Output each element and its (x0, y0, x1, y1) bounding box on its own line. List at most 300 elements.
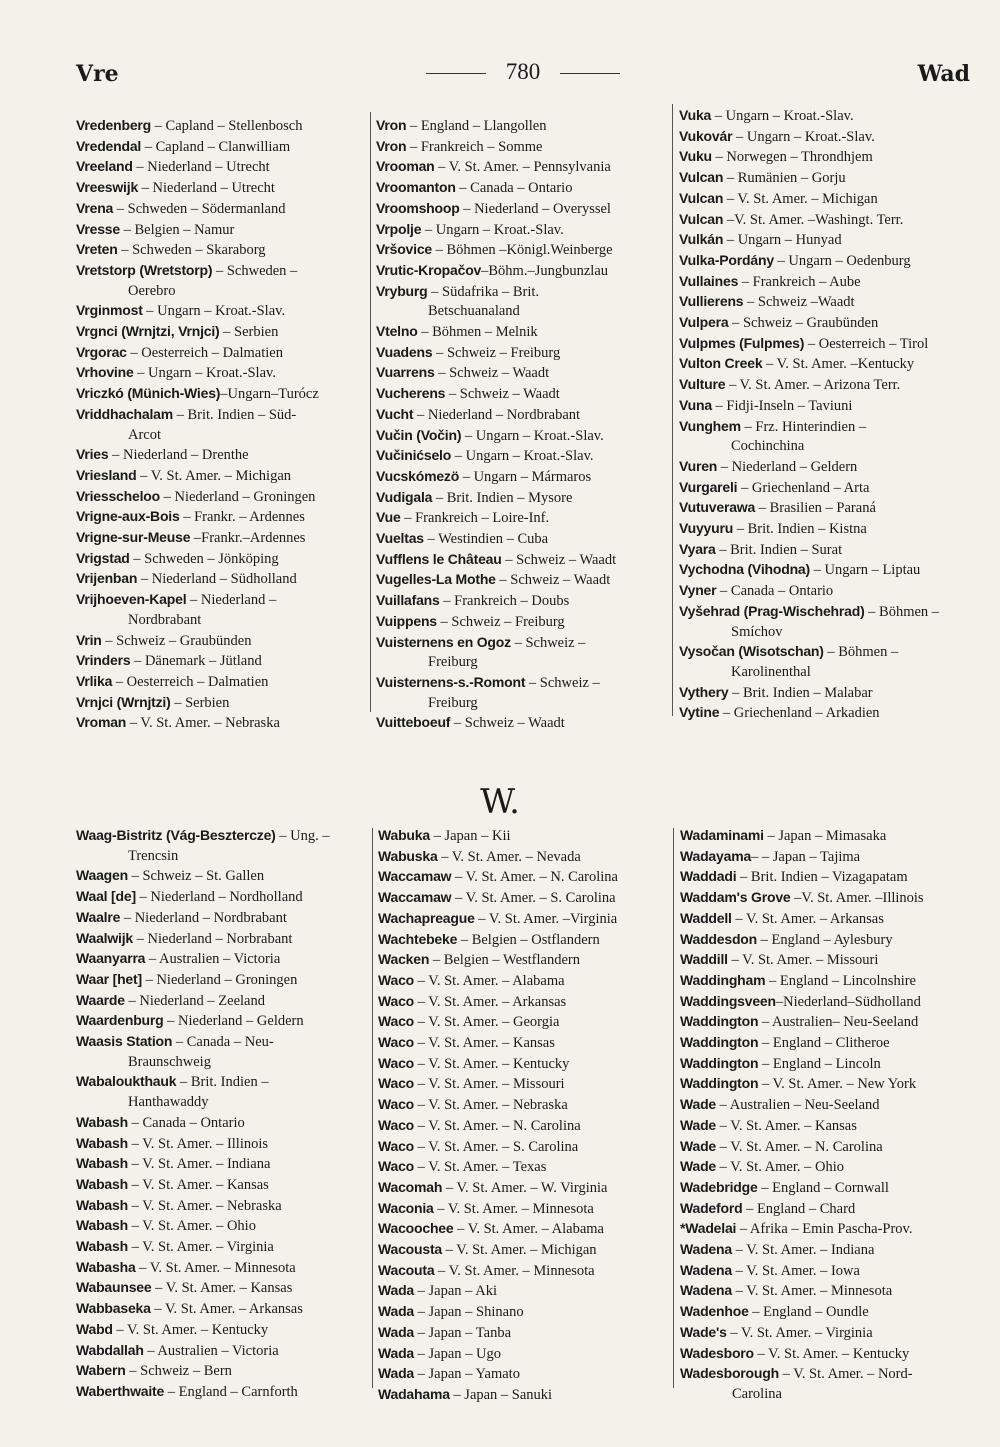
gazetteer-entry (76, 261, 366, 282)
gazetteer-entry (376, 550, 668, 571)
gazetteer-entry (76, 949, 366, 970)
gazetteer-entry (76, 1320, 366, 1341)
entry-place-name: Wadahama (378, 1385, 450, 1402)
gazetteer-entry (376, 653, 668, 673)
entry-place-name: Vucskómezö (376, 467, 460, 484)
entry-location: – Brit. Indien – (176, 1074, 269, 1091)
gazetteer-entry (76, 1134, 366, 1155)
entry-location: – Japan – Kii (429, 828, 511, 844)
entry-location: – Afrika – Emin Pascha-Prov. (736, 1221, 913, 1238)
gazetteer-entry (76, 528, 366, 549)
entry-location: – Capland – Stellenbosch (151, 118, 303, 134)
entry-location: – Schweden – Södermanland (113, 200, 286, 217)
gazetteer-entry (378, 888, 670, 909)
entry-location: – V. St. Amer. – Kansas (127, 1176, 269, 1193)
entry-continuation: Oerebro (128, 282, 176, 299)
entry-place-name: Wabash (76, 1238, 128, 1255)
entry-continuation: Hanthawaddy (128, 1094, 209, 1111)
entry-place-name: Wadaminami (680, 827, 764, 843)
entry-place-name: Vron (376, 137, 407, 154)
entry-continuation: Freiburg (428, 654, 478, 671)
entry-continuation: Betschuanaland (428, 303, 520, 320)
gazetteer-entry (76, 549, 366, 570)
page-number: 780 (505, 59, 541, 84)
gazetteer-entry (680, 1199, 980, 1220)
entry-location: –V. St. Amer. –Illinois (790, 890, 924, 907)
entry-location: – V. St. Amer. – Arkansas (150, 1301, 303, 1318)
entry-place-name: Wabbaseka (76, 1300, 151, 1317)
gazetteer-entry (378, 909, 670, 930)
entry-location: – V. St. Amer. – Kansas (716, 1117, 857, 1134)
gazetteer-entry (679, 623, 979, 643)
gazetteer-entry (679, 375, 979, 396)
gazetteer-entry (76, 1093, 366, 1113)
entry-location: – V. St. Amer. – Virginia (726, 1324, 873, 1341)
entry-location: – Frankreich – Doubs (439, 593, 570, 610)
entry-place-name: Vroomshoop (376, 199, 460, 216)
gazetteer-entry (76, 1382, 366, 1403)
entry-location: – V. St. Amer. – Nebraska (126, 715, 280, 732)
column-5 (378, 826, 670, 1406)
gazetteer-entry (378, 1157, 670, 1178)
entry-place-name: Wacoochee (378, 1220, 454, 1237)
gazetteer-entry (378, 1302, 670, 1323)
entry-place-name: Wade (680, 1158, 717, 1175)
entry-place-name: Vulcan (679, 169, 724, 186)
gazetteer-entry (76, 569, 366, 590)
gazetteer-entry (378, 1364, 670, 1385)
entry-place-name: Vryburg (376, 282, 428, 299)
gazetteer-entry (378, 1323, 670, 1344)
entry-location: – Japan – Sanuki (449, 1386, 553, 1403)
gazetteer-entry (376, 302, 668, 322)
entry-location: – Australien – Victoria (143, 1342, 279, 1359)
entry-place-name: Vtelno (376, 323, 418, 340)
entry-place-name: Wabash (76, 1196, 128, 1213)
gazetteer-entry (378, 1033, 670, 1054)
entry-location: – Böhmen – Melnik (417, 324, 538, 341)
entry-place-name: Vuisternens-s.-Romont (376, 673, 526, 690)
gazetteer-entry (76, 282, 366, 302)
entry-location: – Niederland – Geldern (163, 1013, 304, 1030)
entry-place-name: Waco (378, 1158, 415, 1175)
entry-place-name: Waco (378, 1137, 415, 1154)
gazetteer-entry (378, 1199, 670, 1220)
entry-location: – V. St. Amer. – Arizona Terr. (725, 377, 901, 394)
entry-location: – Norwegen – Throndhjem (711, 149, 873, 166)
entry-location: – Südafrika – Brit. (427, 283, 540, 300)
entry-place-name: Vrijhoeven-Kapel (76, 591, 187, 608)
entry-place-name: Waddingham (680, 971, 766, 988)
gazetteer-entry (76, 363, 366, 384)
gazetteer-entry (76, 301, 366, 322)
entry-location: – Schweiz – Bern (125, 1363, 232, 1380)
entry-location: – Canada – Ontario (127, 1114, 245, 1131)
gazetteer-entry (680, 992, 980, 1013)
entry-place-name: Wachtebeke (378, 930, 458, 947)
entry-location: – Belgien – Namur (119, 221, 235, 238)
gazetteer-entry (378, 1261, 670, 1282)
entry-location: – England – Lincolnshire (765, 972, 916, 989)
entry-place-name: Vyner (679, 582, 717, 599)
entry-location: – V. St. Amer. – Arkansas (731, 910, 884, 927)
column-6 (680, 826, 980, 1405)
gazetteer-entry (378, 1240, 670, 1261)
entry-place-name: Waco (378, 971, 415, 988)
entry-place-name: Waasis Station (76, 1033, 173, 1050)
entry-place-name: Vrigne-sur-Meuse (76, 529, 191, 546)
entry-location: – V. St. Amer. – Michigan (136, 467, 292, 484)
gazetteer-entry (76, 384, 366, 405)
gazetteer-entry (376, 633, 668, 654)
gazetteer-entry (680, 1012, 980, 1033)
entry-location: – V. St. Amer. – Iowa (731, 1262, 860, 1279)
gazetteer-entry (376, 467, 668, 488)
entry-place-name: Vulture (679, 376, 726, 393)
entry-location: – Oesterreich – Dalmatien (112, 673, 269, 690)
entry-location: – Schweden – Skaraborg (117, 242, 266, 259)
gazetteer-entry (378, 1281, 670, 1302)
entry-place-name: Vrgorac (76, 343, 127, 360)
entry-place-name: Vulpera (679, 314, 729, 331)
gazetteer-entry (76, 929, 366, 950)
entry-place-name: Vriczkó (Münich-Wies) (76, 385, 221, 402)
entry-location: – Schweiz – Waadt (450, 715, 565, 732)
gazetteer-entry (376, 116, 668, 137)
entry-location: – Schweiz – Freiburg (436, 613, 565, 630)
entry-place-name: Vuadens (376, 343, 433, 360)
entry-continuation: Arcot (128, 426, 162, 443)
entry-location: – Ungarn – Kroat.-Slav. (732, 128, 875, 145)
entry-place-name: Vrigne-aux-Bois (76, 508, 180, 525)
entry-place-name: Wadesborough (680, 1365, 779, 1382)
entry-place-name: Wabasha (76, 1258, 136, 1275)
entry-location: – Frankr. – Ardennes (179, 509, 305, 526)
gazetteer-entry (76, 1258, 366, 1279)
entry-location: – Schweiz – Freiburg (432, 344, 561, 361)
gazetteer-entry (378, 1095, 670, 1116)
gazetteer-entry (680, 971, 980, 992)
gazetteer-entry (679, 251, 979, 272)
entry-place-name: Waco (378, 1013, 415, 1030)
gazetteer-entry (680, 1240, 980, 1261)
entry-location: – Ungarn – Kroat.-Slav. (142, 303, 286, 320)
entry-location: – V. St. Amer. – Nord- (778, 1366, 913, 1383)
gazetteer-entry (378, 1219, 670, 1240)
entry-place-name: Waarde (76, 991, 125, 1008)
gazetteer-entry (378, 930, 670, 951)
gazetteer-entry (679, 581, 979, 602)
entry-location: – England – Oundle (748, 1304, 869, 1321)
entry-location: – V. St. Amer. – Alabama (414, 972, 565, 989)
entry-location: – Capland – Clanwilliam (141, 138, 291, 155)
entry-location: – Japan – Yamato (414, 1366, 520, 1383)
gazetteer-entry (680, 1344, 980, 1365)
entry-location: – V. St. Amer. – W. Virginia (442, 1179, 608, 1196)
gazetteer-entry (679, 210, 979, 231)
gazetteer-entry (76, 693, 366, 714)
entry-location: – Serbien (170, 694, 230, 711)
entry-location: – V. St. Amer. – Nevada (437, 848, 581, 865)
entry-location: – V. St. Amer. – Kansas (151, 1280, 293, 1297)
entry-location: – V. St. Amer. – Missouri (414, 1076, 565, 1093)
entry-place-name: Vroman (76, 714, 127, 731)
gazetteer-entry (378, 1054, 670, 1075)
gazetteer-entry (76, 322, 366, 343)
gazetteer-entry (680, 1302, 980, 1323)
entry-continuation: Braunschweig (128, 1053, 211, 1070)
column-divider (372, 828, 373, 1388)
gazetteer-entry (76, 220, 366, 241)
entry-place-name: Vrena (76, 199, 114, 216)
entry-place-name: Wadenhoe (680, 1303, 749, 1320)
entry-location: – Böhmen – (864, 603, 940, 620)
entry-location: – V. St. Amer. – Minnesota (433, 1200, 594, 1217)
entry-place-name: Wabdallah (76, 1341, 144, 1358)
page-number-block (76, 59, 970, 85)
entry-place-name: Vrin (76, 631, 102, 648)
entry-location: – Japan – Ugo (414, 1345, 502, 1362)
entry-continuation: Smíchov (731, 623, 783, 640)
gazetteer-entry (679, 703, 979, 724)
entry-place-name: Wada (378, 1323, 415, 1340)
entry-place-name: Wade (680, 1096, 717, 1113)
entry-location: – Ungarn – Kroat.-Slav. (421, 221, 564, 238)
gazetteer-entry (76, 826, 366, 847)
gazetteer-entry (679, 602, 979, 623)
entry-continuation: Nordbrabant (128, 611, 202, 628)
entry-place-name: Vrinders (76, 652, 131, 669)
gazetteer-entry (76, 1011, 366, 1032)
entry-location: – V. St. Amer. – Ohio (716, 1159, 845, 1176)
gazetteer-entry (376, 529, 668, 550)
entry-location: – Canada – Ontario (455, 180, 573, 197)
entry-place-name: Waalre (76, 908, 121, 925)
entry-place-name: Vroomanton (376, 179, 456, 196)
entry-location: – Frankreich – Loire-Inf. (400, 510, 550, 527)
entry-place-name: Waco (378, 992, 415, 1009)
gazetteer-entry (376, 178, 668, 199)
gazetteer-entry (679, 457, 979, 478)
gazetteer-entry (376, 694, 668, 714)
gazetteer-entry (679, 272, 979, 293)
entry-place-name: Wabaloukthauk (76, 1073, 177, 1090)
gazetteer-entry (679, 437, 979, 457)
header-rule-left (426, 73, 486, 74)
gazetteer-entry (76, 887, 366, 908)
entry-location: – Ungarn – Mármaros (459, 468, 592, 485)
entry-place-name: Waco (378, 1116, 415, 1133)
entry-location: – Japan – Aki (414, 1283, 497, 1300)
gazetteer-entry (680, 1281, 980, 1302)
entry-location: – Brit. Indien – Surat (715, 541, 843, 558)
entry-location: – Niederland – Drenthe (108, 447, 249, 464)
entry-location: – Australien – Victoria (145, 951, 281, 968)
header-rule-right (560, 73, 620, 74)
entry-continuation: Cochinchina (731, 438, 805, 455)
entry-location: – V. St. Amer. – Indiana (731, 1242, 875, 1259)
gazetteer-entry (680, 826, 980, 847)
entry-continuation: Karolinenthal (731, 663, 811, 680)
entry-place-name: Wabash (76, 1134, 128, 1151)
entry-place-name: Vugelles-La Mothe (376, 571, 496, 588)
gazetteer-entry (76, 507, 366, 528)
entry-place-name: Waddell (680, 909, 732, 926)
gazetteer-entry (376, 488, 668, 509)
gazetteer-entry (76, 157, 366, 178)
entry-place-name: Vries (76, 446, 109, 463)
entry-place-name: Wada (378, 1282, 415, 1299)
entry-place-name: Vrgnci (Wrnjtzi, Vrnjci) (76, 323, 220, 340)
gazetteer-entry (76, 866, 366, 887)
entry-location: – V. St. Amer. – Indiana (127, 1156, 271, 1173)
gazetteer-entry (376, 570, 668, 591)
entry-place-name: Vucht (376, 405, 414, 422)
entry-location: – Schweden – Jönköping (129, 550, 279, 567)
entry-place-name: Vunghem (679, 417, 741, 434)
entry-place-name: Wacken (378, 951, 430, 968)
entry-place-name: Vytine (679, 704, 720, 721)
entry-place-name: Vysočan (Wisotschan) (679, 643, 824, 660)
entry-location: – V. St. Amer. – Nebraska (127, 1197, 282, 1214)
entry-place-name: Vresse (76, 220, 120, 237)
gazetteer-entry (378, 1178, 670, 1199)
entry-place-name: Vuisternens en Ogoz (376, 633, 511, 650)
gazetteer-entry (680, 1364, 980, 1385)
entry-location: – V. St. Amer. – Virginia (127, 1239, 274, 1256)
entry-place-name: Vrlika (76, 672, 113, 689)
entry-place-name: Waanyarra (76, 950, 146, 967)
column-2 (376, 116, 668, 734)
entry-place-name: Vršovice (376, 241, 432, 258)
entry-location: – Schweiz – St. Gallen (127, 868, 265, 885)
column-1 (76, 116, 366, 734)
gazetteer-entry (378, 950, 670, 971)
gazetteer-entry (376, 713, 668, 734)
gazetteer-entry (76, 1072, 366, 1093)
gazetteer-entry (376, 384, 668, 405)
entry-location: – Japan – Mimasaka (763, 828, 887, 844)
gazetteer-entry (679, 663, 979, 683)
entry-location: – Oesterreich – Tirol (804, 335, 929, 352)
entry-place-name: Waberthwaite (76, 1382, 165, 1399)
gazetteer-entry (76, 466, 366, 487)
entry-location: – V. St. Amer. – Pennsylvania (434, 159, 611, 176)
entry-location: – V. St. Amer. – S. Carolina (451, 890, 616, 907)
entry-location: – Niederland – Nordholland (135, 889, 303, 906)
entry-location: – Ungarn – Kroat.-Slav. (711, 108, 854, 124)
entry-place-name: Wacouta (378, 1261, 435, 1278)
entry-location: – Brit. Indien – Malabar (728, 684, 873, 701)
entry-location: – Schweiz – Waadt (495, 572, 611, 589)
entry-location: – England – Clitheroe (758, 1035, 890, 1052)
header-left-guideword: Vre (76, 61, 119, 87)
entry-place-name: Vrutic-Kropačov (376, 261, 482, 278)
entry-place-name: Waag-Bistritz (Vág-Besztercze) (76, 827, 276, 843)
entry-place-name: Waddington (680, 1075, 759, 1092)
gazetteer-entry (679, 417, 979, 438)
entry-location: – V. St. Amer. – Arkansas (414, 993, 567, 1010)
entry-location: – Böhmen –Königl.Weinberge (432, 242, 613, 259)
entry-location: – Schweden – (212, 262, 298, 279)
entry-location: – Niederland – Nordbrabant (120, 909, 287, 926)
gazetteer-entry (76, 405, 366, 426)
entry-location: – Westindien – Cuba (423, 531, 549, 548)
gazetteer-entry (680, 1385, 980, 1405)
entry-place-name: Waccamaw (378, 868, 452, 885)
gazetteer-entry (378, 1344, 670, 1365)
entry-location: – V. St. Amer. – Minnesota (731, 1283, 893, 1300)
gazetteer-entry (76, 590, 366, 611)
entry-place-name: Wabaunsee (76, 1279, 152, 1296)
gazetteer-entry (376, 282, 668, 303)
entry-location: – Ung. – (275, 828, 330, 844)
gazetteer-entry (76, 991, 366, 1012)
entry-place-name: Wabash (76, 1155, 128, 1172)
gazetteer-entry (679, 230, 979, 251)
gazetteer-entry (679, 147, 979, 168)
entry-place-name: Vreten (76, 241, 118, 258)
gazetteer-entry (376, 343, 668, 364)
gazetteer-entry (76, 970, 366, 991)
entry-location: – Belgien – Ostflandern (457, 931, 600, 948)
gazetteer-entry (76, 1032, 366, 1053)
entry-location: – V. St. Amer. – Kentucky (112, 1321, 269, 1338)
entry-place-name: Vuitteboeuf (376, 714, 451, 731)
entry-place-name: Vulpmes (Fulpmes) (679, 334, 805, 351)
entry-place-name: Vreeswijk (76, 179, 139, 196)
entry-location: – Dänemark – Jütland (130, 653, 262, 670)
gazetteer-entry (378, 1116, 670, 1137)
gazetteer-entry (76, 1113, 366, 1134)
entry-location: – V. St. Amer. – Texas (414, 1159, 547, 1176)
entry-place-name: Wacomah (378, 1178, 443, 1195)
entry-location: – V. St. Amer. – Kentucky (414, 1055, 570, 1072)
gazetteer-entry (376, 508, 668, 529)
entry-location: – Frankreich – Aube (738, 273, 861, 290)
entry-place-name: Vudigala (376, 488, 433, 505)
entry-location: –Niederland–Südholland (775, 993, 921, 1010)
entry-location: – V. St. Amer. – Georgia (414, 1014, 560, 1031)
entry-place-name: Vuka (679, 107, 712, 123)
entry-location: – V. St. Amer. – N. Carolina (716, 1138, 883, 1155)
entry-place-name: Vulton Creek (679, 355, 763, 372)
gazetteer-entry (76, 651, 366, 672)
gazetteer-entry (376, 363, 668, 384)
entry-location: – Niederland – Südholland (137, 571, 297, 588)
gazetteer-entry (76, 1196, 366, 1217)
entry-location: – V. St. Amer. – Ohio (127, 1218, 256, 1235)
gazetteer-entry (376, 612, 668, 633)
entry-location: – Schweiz –Waadt (743, 294, 855, 311)
gazetteer-entry (680, 1074, 980, 1095)
entry-location: – V. St. Amer. – Minnesota (434, 1262, 595, 1279)
gazetteer-entry (679, 519, 979, 540)
entry-place-name: Waal [de] (76, 888, 136, 905)
entry-place-name: Waddington (680, 1034, 759, 1051)
entry-location: –Böhm.–Jungbunzlau (481, 262, 609, 279)
entry-place-name: Waccamaw (378, 889, 452, 906)
entry-place-name: Vredenberg (76, 117, 152, 133)
gazetteer-entry (76, 611, 366, 631)
gazetteer-entry (378, 826, 670, 847)
gazetteer-entry (76, 445, 366, 466)
entry-location: – V. St. Amer. – New York (758, 1076, 917, 1093)
gazetteer-entry (378, 847, 670, 868)
entry-location: – Schweiz – Waadt (434, 365, 550, 382)
gazetteer-entry (376, 137, 668, 158)
gazetteer-entry (376, 673, 668, 694)
